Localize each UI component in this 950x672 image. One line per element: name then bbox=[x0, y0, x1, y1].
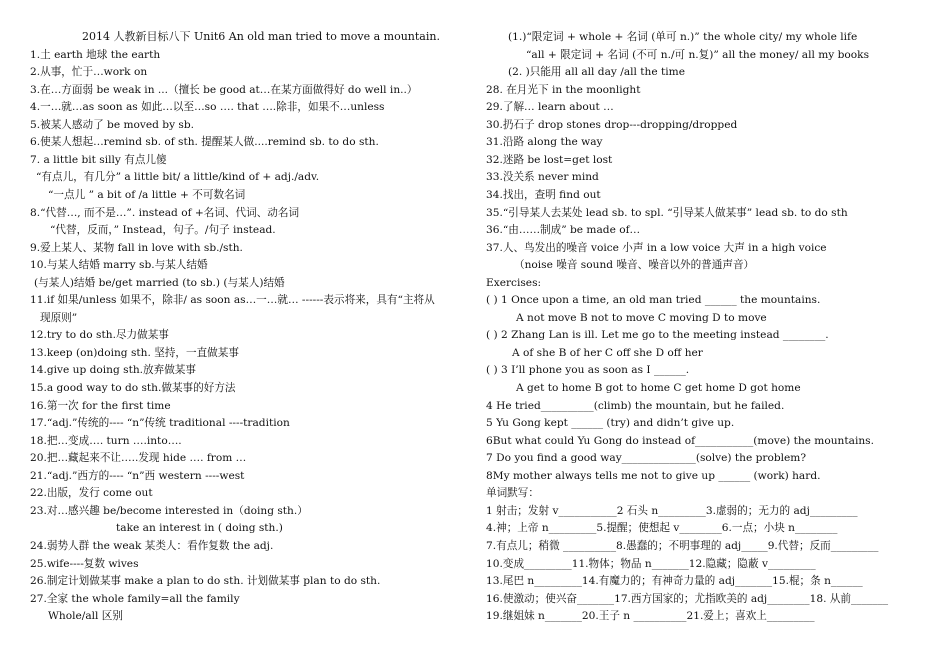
left-line: “代替，反而，” Instead，句子。/句子 instead. bbox=[50, 224, 276, 237]
right-line: 29.了解… learn about … bbox=[486, 101, 614, 114]
right-line: 1 射击；发射 v___________2 石头 n_________3.虚弱的；无力的 adj_________ bbox=[486, 504, 858, 517]
left-line: 5.被某人感动了 be moved by sb. bbox=[30, 118, 195, 131]
left-line: Whole/all 区别 bbox=[48, 610, 123, 623]
left-line: 6.使某人想起…remind sb. of sth. 提醒某人做....remind sb. to do sth. bbox=[30, 136, 379, 149]
right-line: 36.“由……制成” be made of… bbox=[486, 224, 641, 237]
left-line: 13.keep (on)doing sth. 坚持，一直做某事 bbox=[30, 346, 239, 359]
right-line: 28. 在月光下 in the moonlight bbox=[486, 83, 641, 96]
left-line: 2.从事，忙于…work on bbox=[30, 66, 148, 79]
left-line: 现原则” bbox=[40, 311, 78, 324]
page-title: 2014 人教新目标八下 Unit6 An old man tried to move a mountain. bbox=[82, 30, 440, 43]
left-line: 17.“adj.”传统的---- “n”传统 traditional ----tradition bbox=[30, 417, 290, 430]
left-line: 9.爱上某人、某物 fall in love with sb./sth. bbox=[30, 241, 243, 254]
left-line: 24.弱势人群 the weak 某类人：看作复数 the adj. bbox=[30, 539, 274, 552]
right-line: （noise 噪音 sound 噪音、噪音以外的普通声音） bbox=[514, 259, 755, 272]
left-line: 22.出版，发行 come out bbox=[30, 487, 153, 500]
right-line: A not move B not to move C moving D to move bbox=[516, 311, 767, 324]
left-line: 1.土 earth 地球 the earth bbox=[30, 48, 161, 61]
right-line: ( ) 2 Zhang Lan is ill. Let me go to the meeting instead ________. bbox=[486, 329, 829, 342]
left-line: 20.把…藏起来不让…..发现 hide …. from … bbox=[30, 452, 247, 465]
left-line: 27.全家 the whole family=all the family bbox=[30, 592, 240, 605]
right-line: 35.“引导某人去某处 lead sb. to spl. “引导某人做某事” lead sb. to do sth bbox=[486, 206, 848, 219]
left-line: 3.在…方面弱 be weak in ...（擅长 be good at…在某方面做得好 do well in..） bbox=[30, 83, 418, 96]
right-line: ( ) 1 Once upon a time, an old man tried ______ the mountains. bbox=[486, 294, 821, 307]
right-line: A get to home B got to home C get home D got home bbox=[516, 382, 801, 394]
right-line: 16.使激动；使兴奋_______17.西方国家的；尤指欧美的 adj________18. 从前_______ bbox=[486, 592, 889, 605]
left-line: 15.a good way to do sth.做某事的好方法 bbox=[30, 382, 236, 394]
left-line: take an interest in ( doing sth.) bbox=[116, 522, 283, 535]
left-line: 7. a little bit silly 有点儿傻 bbox=[30, 153, 167, 166]
left-line: 26.制定计划做某事 make a plan to do sth. 计划做某事 plan to do sth. bbox=[30, 575, 381, 588]
left-line: 4.一…就…as soon as 如此…以至…so …. that ….除非，如果不…unless bbox=[30, 101, 385, 114]
right-line: 13.尾巴 n_________14.有魔力的；有神奇力量的 adj_______15.棍；条 n______ bbox=[486, 575, 863, 588]
left-line: 10.与某人结婚 marry sb.与某人结婚 bbox=[30, 259, 208, 272]
right-line: 单词默写： bbox=[486, 487, 539, 500]
left-line: 11.if 如果/unless 如果不，除非/ as soon as…一…就… ------表示将来，具有“主将从 bbox=[30, 294, 435, 307]
left-line: “有点儿，有几分” a little bit/ a little/kind of + adj./adv. bbox=[36, 171, 320, 184]
right-line: 5 Yu Gong kept ______ (try) and didn’t give up. bbox=[486, 417, 735, 430]
right-line: 4.神；上帝 n_________5.提醒；使想起 v________6.一点；小块 n________ bbox=[486, 522, 838, 535]
right-line: (1.)“限定词 + whole + 名词 (单可 n.)” the whole city/ my whole life bbox=[508, 31, 858, 43]
right-line: 30.扔石子 drop stones drop---dropping/dropped bbox=[486, 118, 738, 131]
right-line: 37.人、鸟发出的噪音 voice 小声 in a low voice 大声 in a high voice bbox=[486, 241, 827, 254]
left-line: (与某人)结婚 be/get married (to sb.) (与某人)结婚 bbox=[34, 276, 285, 289]
right-line: 34.找出，查明 find out bbox=[486, 188, 601, 201]
right-line: 8My mother always tells me not to give up ______ (work) hard. bbox=[486, 469, 821, 482]
left-line: 12.try to do sth.尽力做某事 bbox=[30, 329, 169, 342]
right-line: 10.变成_________11.物体；物品 n_______12.隐藏；隐蔽 v_________ bbox=[486, 557, 816, 570]
right-line: 6But what could Yu Gong do instead of___________(move) the mountains. bbox=[486, 434, 874, 447]
left-line: 23.对…感兴趣 be/become interested in（doing sth.） bbox=[30, 504, 308, 517]
right-line: 32.迷路 be lost=get lost bbox=[486, 153, 613, 166]
right-line: 33.没关系 never mind bbox=[486, 171, 599, 184]
right-line: ( ) 3 I’ll phone you as soon as I ______. bbox=[486, 364, 690, 377]
left-line: 16.第一次 for the first time bbox=[30, 399, 171, 412]
right-line: 7 Do you find a good way______________(solve) the problem? bbox=[486, 452, 807, 465]
left-line: 14.give up doing sth.放弃做某事 bbox=[30, 364, 196, 377]
right-line: Exercises: bbox=[486, 276, 542, 289]
left-line: 18.把…变成…. turn ….into…. bbox=[30, 434, 182, 447]
right-line: 19.继姐妹 n_______20.王子 n __________21.爱上；喜欢上_________ bbox=[486, 610, 815, 623]
right-line: 7.有点儿；稍微 __________8.愚蠢的；不明事理的 adj_____9.代替；反而_________ bbox=[486, 539, 879, 552]
right-line: 4 He tried__________(climb) the mountain, but he failed. bbox=[486, 399, 785, 412]
right-line: A of she B of her C off she D off her bbox=[512, 346, 703, 359]
right-line: (2. )只能用 all all day /all the time bbox=[508, 66, 685, 79]
left-line: 25.wife----复数 wives bbox=[30, 557, 139, 570]
right-line: “all + 限定词 + 名词 (不可 n./可 n.复)” all the money/ all my books bbox=[526, 48, 870, 61]
right-line: 31.沿路 along the way bbox=[486, 136, 603, 149]
left-line: 8.“代替…, 而不是…”. instead of +名词、代词、动名词 bbox=[30, 206, 300, 219]
left-line: “一点儿 ” a bit of /a little + 不可数名词 bbox=[48, 188, 246, 201]
left-line: 21.“adj.”西方的---- “n”西 western ----west bbox=[30, 469, 245, 482]
